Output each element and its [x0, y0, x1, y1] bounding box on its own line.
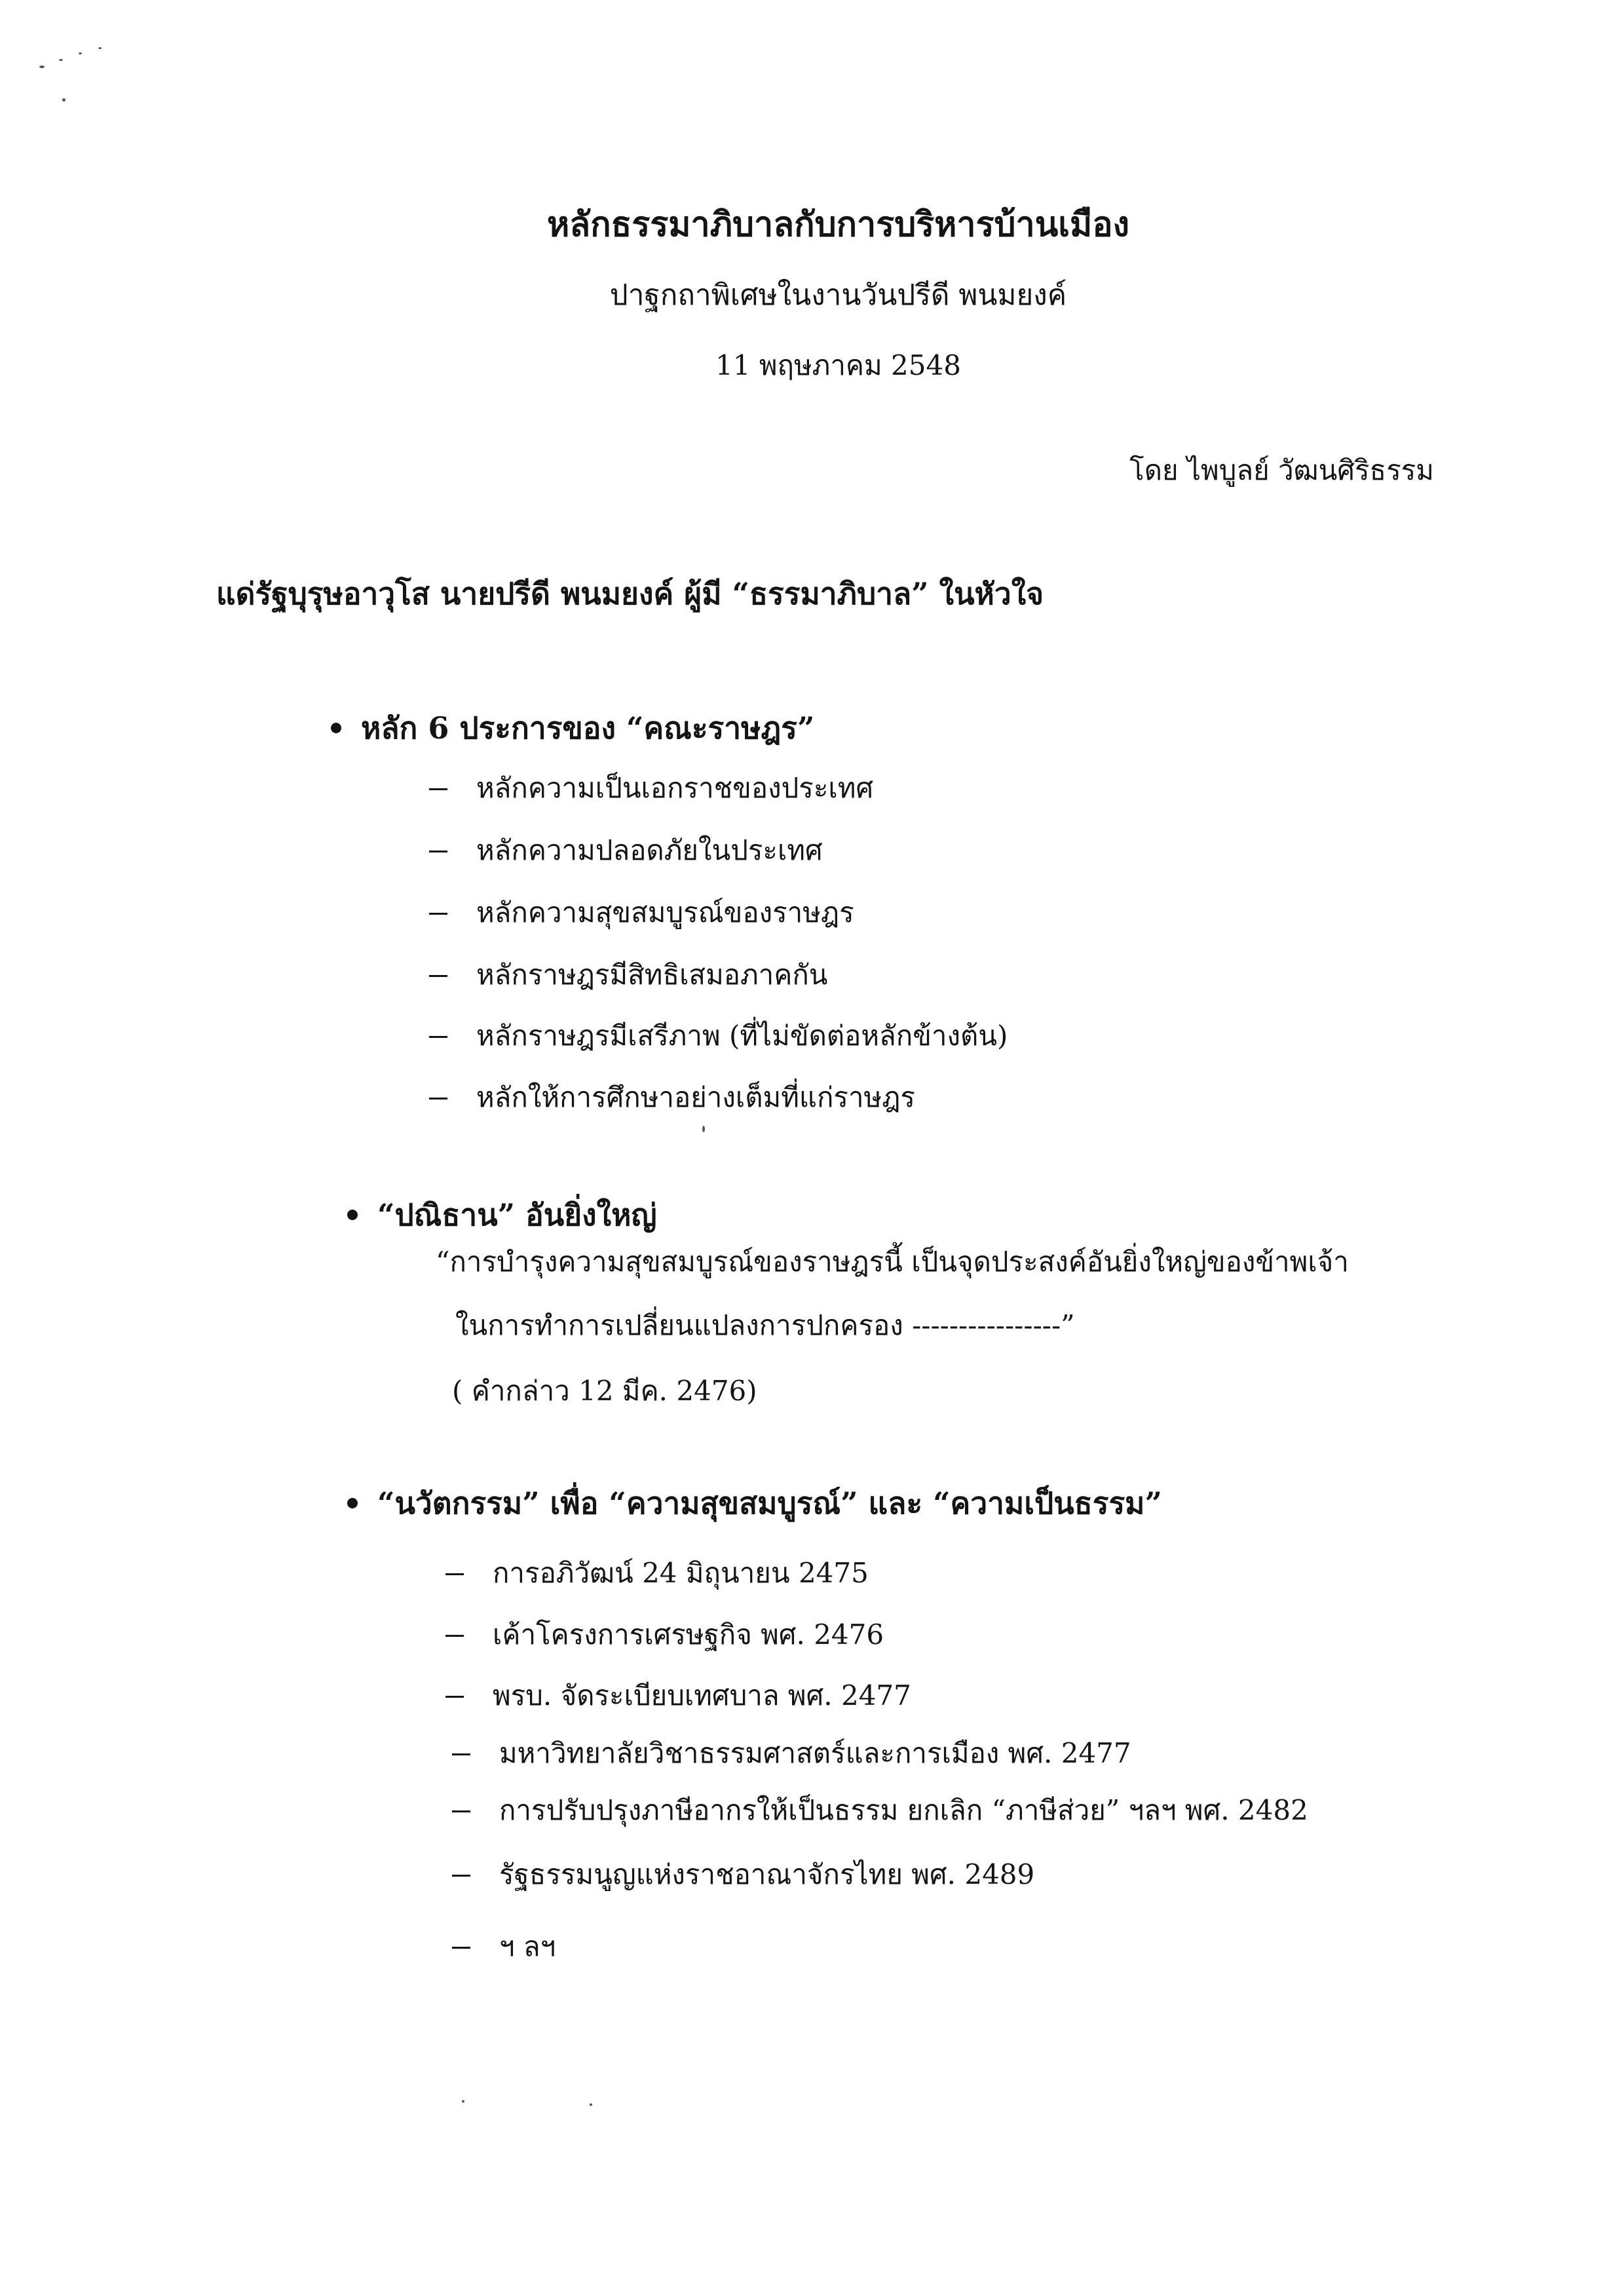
list-item: [445, 1613, 884, 1656]
list-item: [445, 1674, 911, 1717]
list-item-text: หลักราษฎรมีสิทธิเสมอภาคกัน: [476, 959, 828, 991]
quote-line: “การบำรุงความสุขสมบูรณ์ของราษฎรนี้ เป็นจุดประสงค์อันยิ่งใหญ่ของข้าพเจ้า: [436, 1246, 1349, 1278]
list-item: [429, 1014, 1008, 1058]
dash-icon: [429, 851, 447, 852]
list-item-text: มหาวิทยาลัยวิชาธรรมศาสตร์และการเมือง พศ. 2477: [499, 1737, 1131, 1769]
list-item-text: หลักราษฎรมีเสรีภาพ (ที่ไม่ขัดต่อหลักข้างต้น): [476, 1020, 1008, 1052]
section-heading: [347, 1191, 657, 1239]
section-heading: [331, 704, 814, 752]
list-item-text: การอภิวัฒน์ 24 มิถุนายน 2475: [493, 1557, 869, 1589]
section-heading-text: “ปณิธาน” อันยิ่งใหญ่: [377, 1197, 657, 1233]
dash-icon: [429, 975, 447, 977]
quote-citation: ( คำกล่าว 12 มีค. 2476): [452, 1375, 757, 1407]
list-item: [429, 1076, 915, 1119]
dash-icon: [445, 1696, 464, 1698]
dash-icon: [445, 1573, 464, 1575]
bullet-icon: [347, 1498, 358, 1508]
list-item: [452, 1789, 1308, 1832]
dash-icon: [429, 1036, 447, 1038]
list-item-text: หลักความสุขสมบูรณ์ของราษฎร: [476, 896, 854, 928]
document-date: 11 พฤษภาคม 2548: [715, 349, 961, 381]
dedication-line: แด่รัฐบุรุษอาวุโส นายปรีดี พนมยงค์ ผู้มี “ธรรมาภิบาล” ในหัวใจ: [216, 576, 1044, 611]
dash-icon: [429, 788, 447, 790]
list-item: [445, 1552, 869, 1595]
list-item: [452, 1925, 556, 1968]
author-line: โดย ไพบูลย์ วัฒนศิริธรรม: [1129, 454, 1434, 486]
list-item: [429, 767, 873, 810]
document-title: หลักธรรมาภิบาลกับการบริหารบ้านเมือง: [547, 204, 1129, 244]
list-item-text: หลักความปลอดภัยในประเทศ: [476, 834, 823, 866]
list-item: [452, 1853, 1034, 1896]
dash-icon: [452, 1947, 470, 1949]
list-item-text: หลักความเป็นเอกราชของประเทศ: [476, 772, 874, 804]
list-item-text: ฯ ลฯ: [499, 1930, 556, 1962]
quote-line: ในการทำการเปลี่ยนแปลงการปกครอง ----------------”: [455, 1309, 1075, 1341]
list-item-text: รัฐธรรมนูญแห่งราชอาณาจักรไทย พศ. 2489: [499, 1858, 1035, 1890]
dash-icon: [429, 1098, 447, 1100]
section-heading: [347, 1480, 1162, 1527]
bullet-icon: [347, 1210, 358, 1220]
section-heading-text: หลัก 6 ประการของ “คณะราษฎร”: [361, 710, 815, 746]
list-item-text: การปรับปรุงภาษีอากรให้เป็นธรรม ยกเลิก “ภาษีส่วย” ฯลฯ พศ. 2482: [499, 1794, 1308, 1826]
list-item: [429, 953, 827, 997]
list-item: [429, 891, 854, 934]
dash-icon: [429, 913, 447, 915]
document-subtitle: ปาฐกถาพิเศษในงานวันปรีดี พนมยงค์: [609, 278, 1067, 312]
dash-icon: [452, 1875, 470, 1877]
list-item: [429, 829, 823, 872]
dash-icon: [452, 1753, 470, 1755]
list-item-text: พรบ. จัดระเบียบเทศบาล พศ. 2477: [493, 1679, 911, 1712]
list-item-text: หลักให้การศึกษาอย่างเต็มที่แก่ราษฎร: [476, 1081, 915, 1113]
list-item: [452, 1732, 1131, 1775]
list-item-text: เค้าโครงการเศรษฐกิจ พศ. 2476: [493, 1618, 884, 1651]
section-heading-text: “นวัตกรรม” เพื่อ “ความสุขสมบูรณ์” และ “ความเป็นธรรม”: [377, 1485, 1162, 1521]
bullet-icon: [331, 723, 341, 733]
dash-icon: [452, 1810, 470, 1812]
dash-icon: [445, 1635, 464, 1637]
